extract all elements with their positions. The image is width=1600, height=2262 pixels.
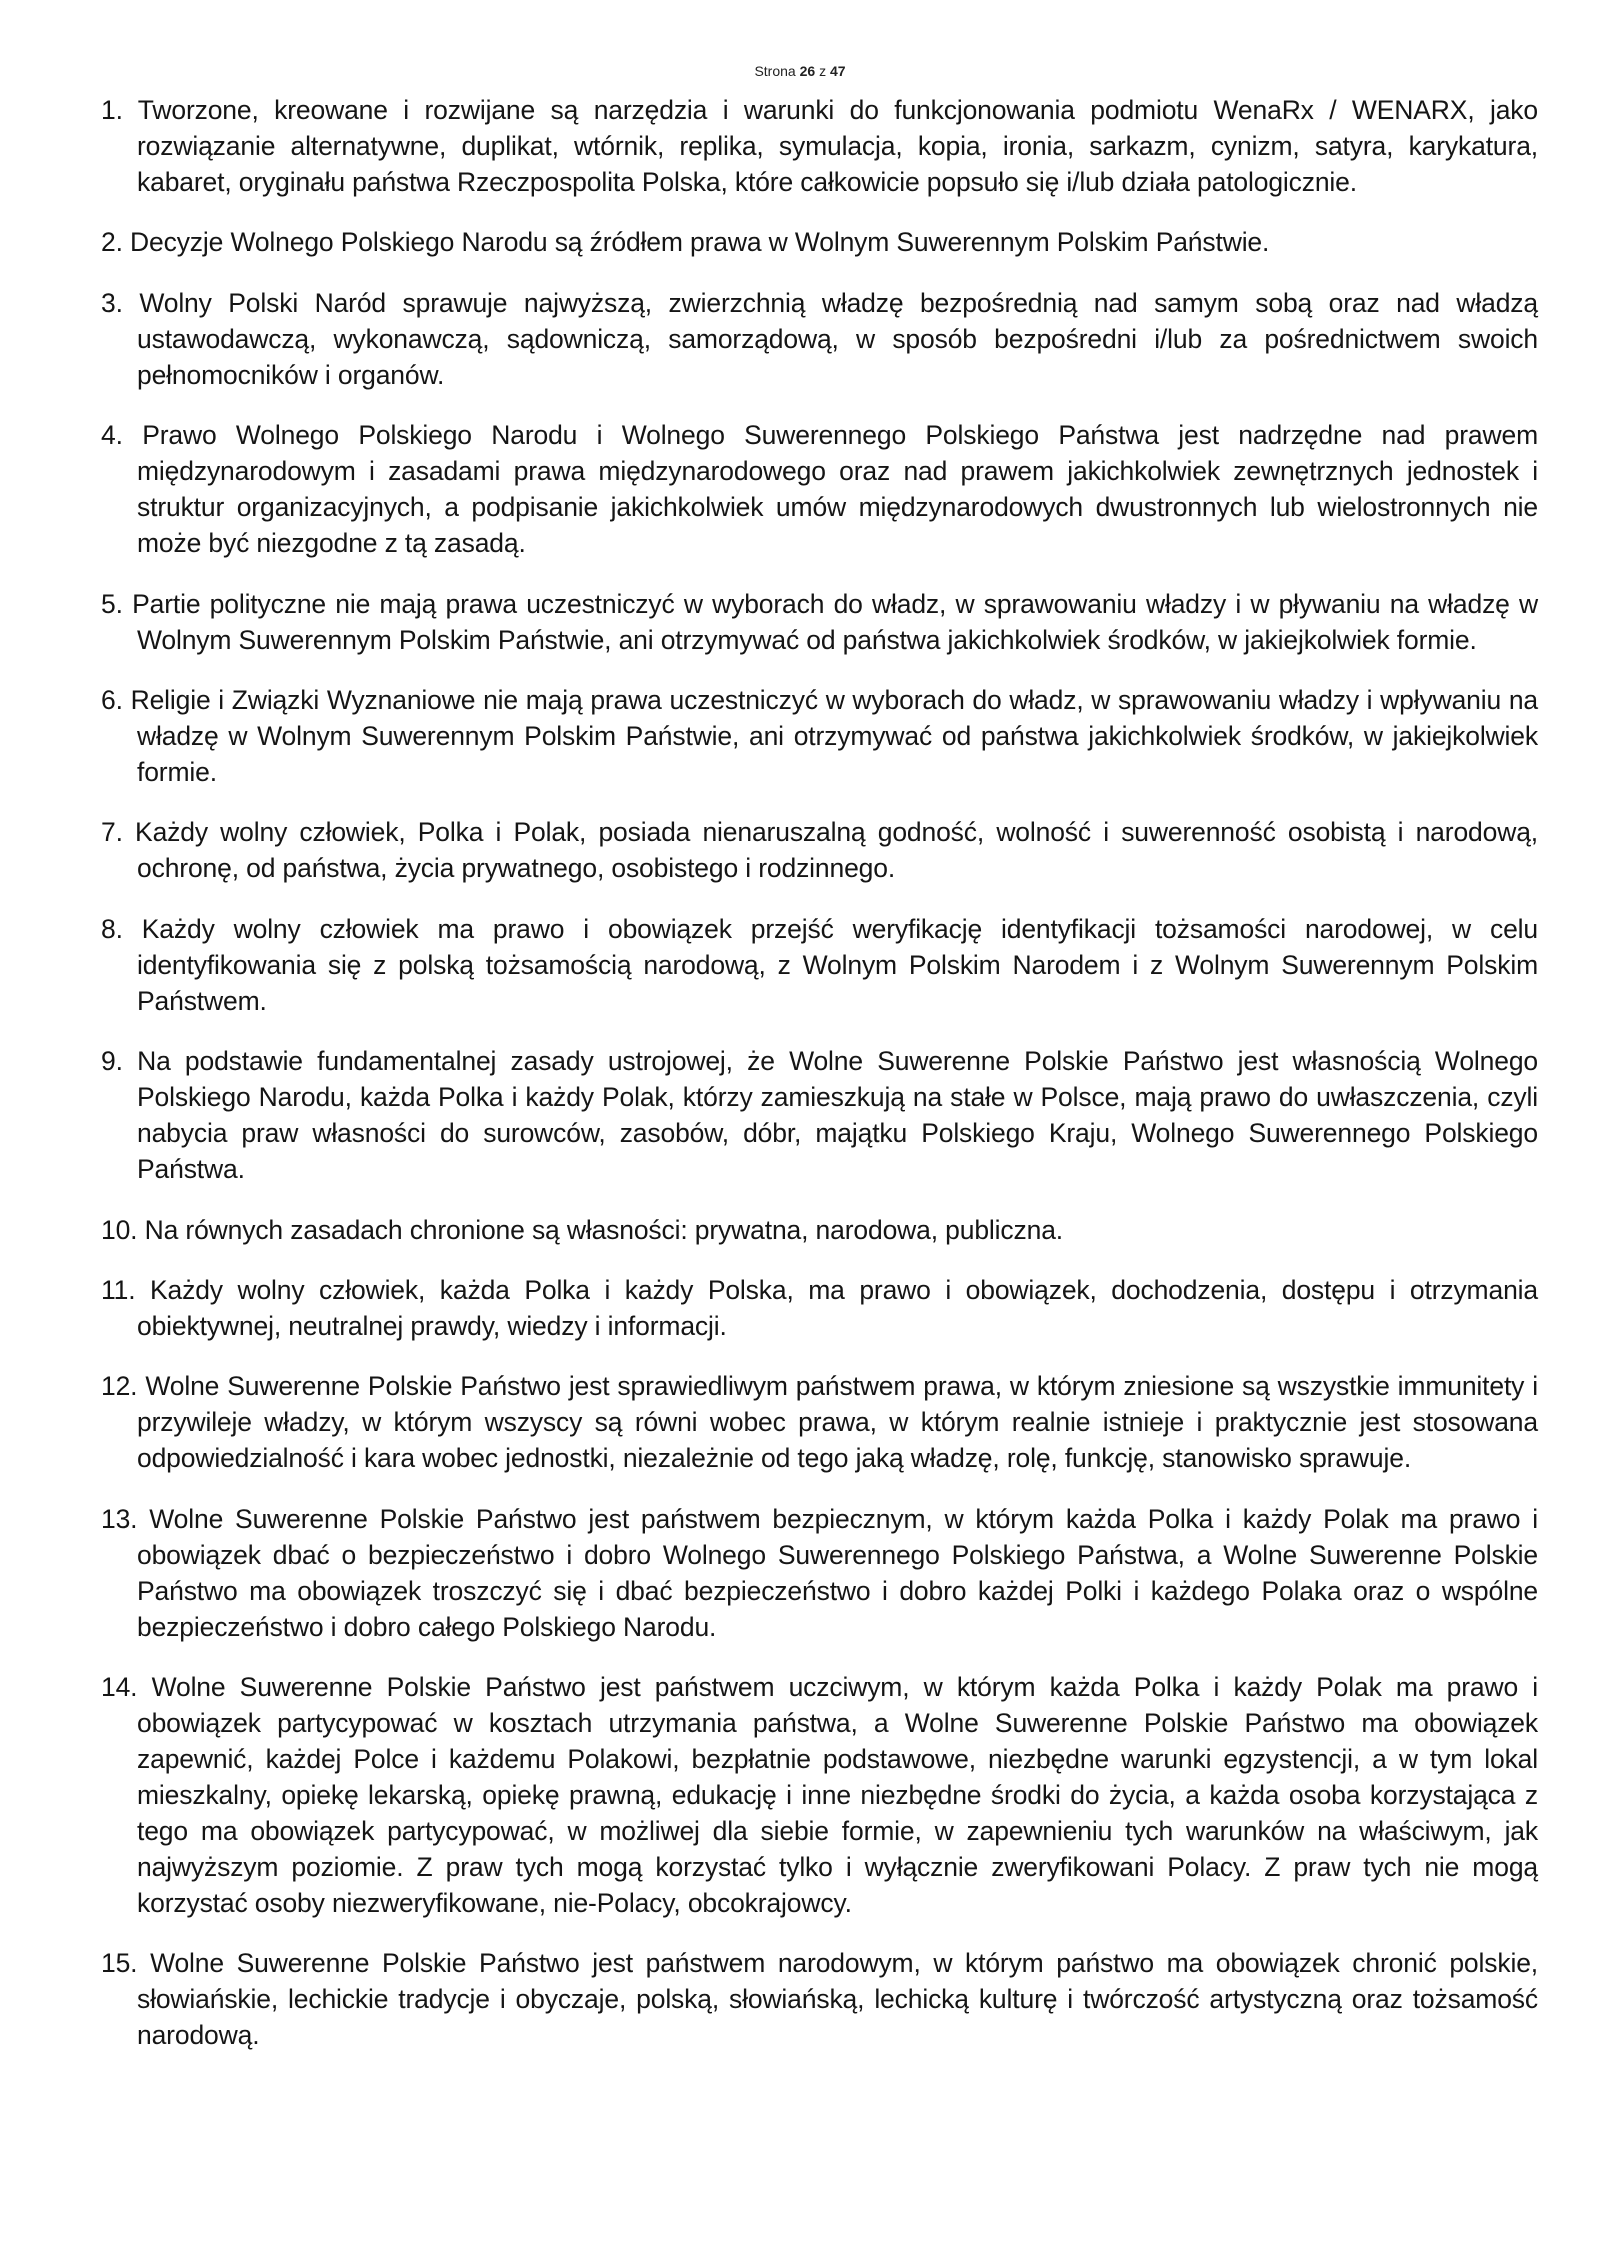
page-separator: z [819,63,827,79]
item-text: Każdy wolny człowiek, każda Polka i każdy Polska, ma prawo i obowiązek, dochodzenia, dostępu i otrzymania obiektywnej, neutralnej prawdy, wiedzy i informacji. [137,1274,1538,1341]
item-number: 14. [101,1672,138,1703]
item-text: Religie i Związki Wyznaniowe nie mają prawa uczestniczyć w wyborach do władz, w sprawowaniu władzy i wpływaniu na władzę w Wolnym Suwerennym Polskim Państwie, ani otrzymywać od państwa jakichkolwiek środków, w jakiejkolwiek formie. [130,684,1539,787]
item-text: Wolne Suwerenne Polskie Państwo jest sprawiedliwym państwem prawa, w którym zniesione są wszystkie immunitety i przywileje władzy, w którym wszyscy są równi wobec prawa, w którym realnie istnieje i praktycznie jest stosowana odpowiedzialność i kara wobec jednostki, niezależnie od tego jaką władzę, rolę, funkcję, stanowisko sprawuje. [137,1371,1538,1474]
item-number: 15. [101,1948,138,1979]
list-item [101,417,1538,561]
item-text: Każdy wolny człowiek, Polka i Polak, posiada nienaruszalną godność, wolność i suwerenność osobistą i narodową, ochronę, od państwa, życia prywatnego, osobistego i rodzinnego. [135,817,1538,884]
item-text: Na podstawie fundamentalnej zasady ustrojowej, że Wolne Suwerenne Polskie Państwo jest własnością Wolnego Polskiego Narodu, każda Polka i każdy Polak, którzy zamieszkują na stałe w Polsce, mają prawo do uwłaszczenia, czyli nabycia praw własności do surowców, zasobów, dóbr, majątku Polskiego Kraju, Wolnego Suwerennego Polskiego Państwa. [137,1046,1538,1185]
item-number: 11. [101,1274,136,1305]
item-text: Wolny Polski Naród sprawuje najwyższą, zwierzchnią władzę bezpośrednią nad samym sobą oraz nad władzą ustawodawczą, wykonawczą, sądowniczą, samorządową, w sposób bezpośredni i/lub za pośrednictwem swoich pełnomocników i organów. [137,287,1538,390]
page-total: 47 [829,63,846,79]
item-text: Wolne Suwerenne Polskie Państwo jest państwem narodowym, w którym państwo ma obowiązek chronić polskie, słowiańskie, lechickie tradycje i obyczaje, polską, słowiańską, lechicką kulturę i twórczość artystyczną oraz tożsamość narodową. [137,1948,1538,2051]
list-item [101,1945,1538,2053]
list-item [101,285,1538,393]
list-item [101,1043,1538,1187]
item-text: Partie polityczne nie mają prawa uczestniczyć w wyborach do władz, w sprawowaniu władzy i w pływaniu na władzę w Wolnym Suwerennym Polskim Państwie, ani otrzymywać od państwa jakichkolwiek środków, w jakiejkolwiek formie. [132,588,1539,655]
item-text: Decyzje Wolnego Polskiego Narodu są źródłem prawa w Wolnym Suwerennym Polskim Państwie. [130,227,1270,258]
list-item [101,1212,1538,1248]
page-label: Strona [754,63,796,79]
list-item [101,682,1539,790]
list-item [101,92,1538,200]
item-number: 12. [101,1371,138,1402]
list-item [101,1501,1538,1645]
item-number: 10. [101,1214,138,1245]
item-text: Wolne Suwerenne Polskie Państwo jest państwem uczciwym, w którym każda Polka i każdy Polak ma prawo i obowiązek partycypować w kosztach utrzymania państwa, a Wolne Suwerenne Polskie Państwo ma obowiązek zapewnić, każdej Polce i każdemu Polakowi, bezpłatnie podstawowe, niezbędne warunki egzystencji, a w tym lokal mieszkalny, opiekę lekarską, opiekę prawną, edukację i inne niezbędne środki do życia, a każda osoba korzystająca z tego ma obowiązek partycypować, w możliwej dla siebie formie, w zapewnieniu tych warunków na właściwym, jak najwyższym poziomie. Z praw tych mogą korzystać tylko i wyłącznie zweryfikowani Polacy. Z praw tych nie mogą korzystać osoby niezweryfikowane, nie-Polacy, obcokrajowcy. [137,1672,1538,1919]
list-item [101,1669,1538,1921]
list-item [101,586,1539,658]
item-text: Wolne Suwerenne Polskie Państwo jest państwem bezpiecznym, w którym każda Polka i każdy Polak ma prawo i obowiązek dbać o bezpieczeństwo i dobro Wolnego Suwerennego Polskiego Państwa, a Wolne Suwerenne Polskie Państwo ma obowiązek troszczyć się i dbać bezpieczeństwo i dobro każdej Polki i każdego Polaka oraz o wspólne bezpieczeństwo i dobro całego Polskiego Narodu. [137,1503,1538,1642]
list-item [101,224,1538,260]
item-number: 3. [101,287,123,318]
item-number: 13. [101,1503,138,1534]
item-number: 8. [101,913,123,944]
item-number: 5. [101,588,123,619]
item-number: 4. [101,420,123,451]
list-item [101,1368,1538,1476]
page-current: 26 [799,63,816,79]
list-item [101,814,1538,886]
item-text: Każdy wolny człowiek ma prawo i obowiązek przejść weryfikację identyfikacji tożsamości narodowej, w celu identyfikowania się z polską tożsamością narodową, z Wolnym Polskim Narodem i z Wolnym Suwerennym Polskim Państwem. [137,913,1538,1016]
list-item [101,1272,1538,1344]
list-item [101,911,1538,1019]
item-text: Tworzone, kreowane i rozwijane są narzędzia i warunki do funkcjonowania podmiotu WenaRx / WENARX, jako rozwiązanie alternatywne, duplikat, wtórnik, replika, symulacja, kopia, ironia, sarkazm, cynizm, satyra, karykatura, kabaret, oryginału państwa Rzeczpospolita Polska, które całkowicie popsuło się i/lub działa patologicznie. [137,95,1538,197]
page-number-header [0,62,1600,80]
item-text: Na równych zasadach chronione są własności: prywatna, narodowa, publiczna. [144,1214,1063,1245]
item-number: 2. [101,227,123,258]
item-number: 9. [101,1046,123,1077]
item-number: 7. [101,817,123,848]
item-number: 1. [101,95,123,125]
numbered-article-list [101,92,1539,2078]
item-text: Prawo Wolnego Polskiego Narodu i Wolnego Suwerennego Polskiego Państwa jest nadrzędne nad prawem międzynarodowym i zasadami prawa międzynarodowego oraz nad prawem jakichkolwiek zewnętrznych jednostek i struktur organizacyjnych, a podpisanie jakichkolwiek umów międzynarodowych dwustronnych lub wielostronnych nie może być niezgodne z tą zasadą. [137,420,1538,559]
item-number: 6. [101,684,123,715]
